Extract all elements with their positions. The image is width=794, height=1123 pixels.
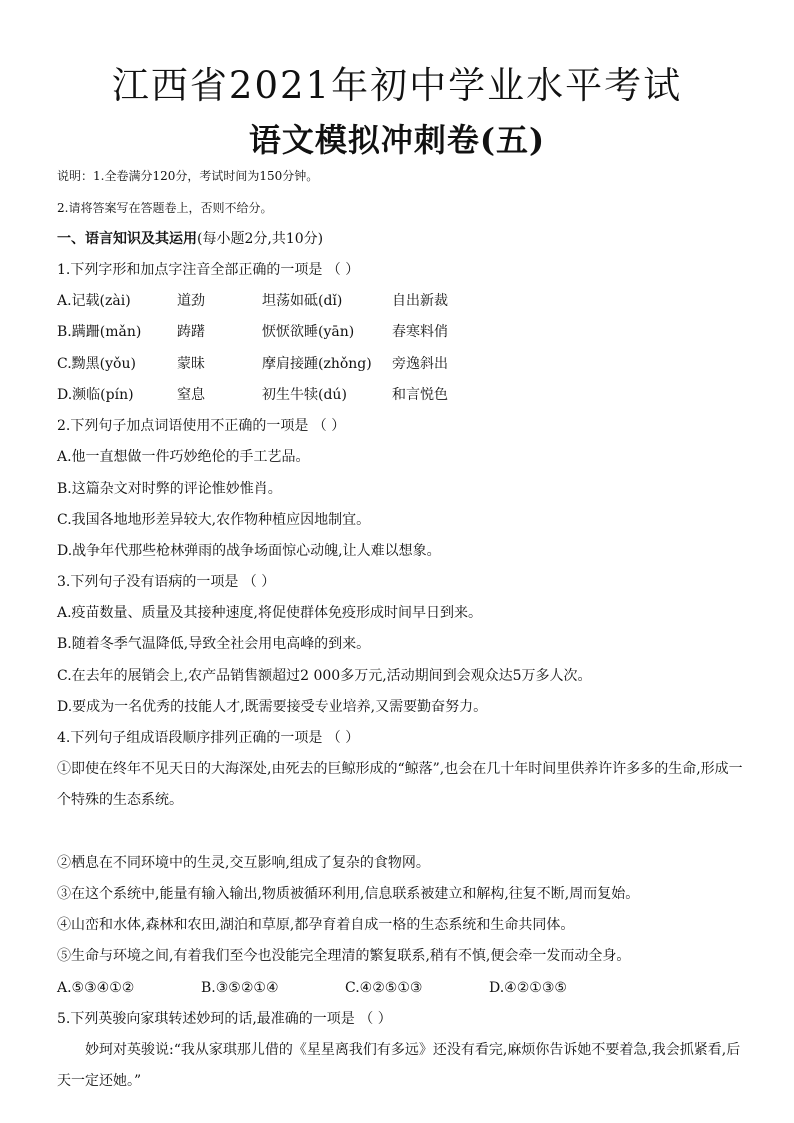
q1-option-a-word1: A.记载(zài): [57, 293, 131, 309]
q2-option-d: D.战争年代那些枪林弹雨的战争场面惊心动魄,让人难以想象。: [57, 543, 441, 559]
q4-choice-d: D.④②①③⑤: [489, 980, 567, 996]
q1-option-a-word2: 道劲: [177, 293, 205, 309]
q4-sentence-5: ⑤生命与环境之间,有着我们至今也没能完全理清的繁复联系,稍有不慎,便会牵一发而动全身。: [57, 948, 631, 964]
q1-stem: 1.下列字形和加点字注音全部正确的一项是 （ ）: [57, 262, 360, 278]
q4-choice-c: C.④②⑤①③: [345, 980, 423, 996]
q3-option-b: B.随着冬季气温降低,导致全社会用电高峰的到来。: [57, 636, 371, 652]
q2-option-a: A.他一直想做一件巧妙绝伦的手工艺品。: [57, 449, 310, 465]
q1-option-c-word1: C.黝黑(yǒu): [57, 356, 136, 372]
exam-subtitle: 语文模拟冲刺卷(五): [248, 121, 546, 159]
q4-stem: 4.下列句子组成语段顺序排列正确的一项是 （ ）: [57, 730, 360, 746]
q1-option-a-word4: 自出新裁: [392, 293, 448, 309]
q4-sentence-3: ③在这个系统中,能量有输入输出,物质被循环利用,信息联系被建立和解构,往复不断,周而复始。: [57, 886, 640, 902]
q5-quote: 妙珂对英骏说:“我从家琪那儿借的《星星离我们有多远》还没有看完,麻烦你告诉她不要着急,我会抓紧看,后天一定还她。”: [57, 1042, 741, 1089]
section-scoring: (每小题2分,共10分): [197, 231, 324, 247]
q3-option-a: A.疫苗数量、质量及其接种速度,将促使群体免疫形成时间早日到来。: [57, 605, 483, 621]
q4-choice-a: A.⑤③④①②: [57, 980, 135, 996]
q1-option-d-word3: 初生牛犊(dú): [262, 387, 347, 403]
section-title: 一、语言知识及其运用: [57, 231, 197, 247]
q3-stem: 3.下列句子没有语病的一项是 （ ）: [57, 574, 276, 590]
q1-option-d-word1: D.濒临(pín): [57, 387, 134, 403]
q1-option-d-word4: 和言悦色: [392, 387, 448, 403]
exam-title: 江西省2021年初中学业水平考试: [111, 64, 683, 107]
q1-option-a: [57, 291, 448, 311]
q1-option-b: [57, 322, 448, 342]
q1-option-b-word2: 踌躇: [177, 324, 205, 340]
q2-stem: 2.下列句子加点词语使用不正确的一项是 （ ）: [57, 418, 346, 434]
q4-sentence-1: ①即使在终年不见天日的大海深处,由死去的巨鲸形成的“鲸落”,也会在几十年时间里供养许许多多的生命,形成一个特殊的生态系统。: [57, 761, 743, 808]
q2-option-b: B.这篇杂文对时弊的评论惟妙惟肖。: [57, 481, 282, 497]
q1-option-a-word3: 坦荡如砥(dǐ): [262, 293, 343, 309]
q3-option-c: C.在去年的展销会上,农产品销售额超过2 000多万元,活动期间到会观众达5万多人次。: [57, 668, 592, 684]
q2-option-c: C.我国各地地形差异较大,农作物种植应因地制宜。: [57, 512, 371, 528]
q1-option-c: [57, 354, 448, 374]
q4-choices: [57, 978, 633, 998]
q4-sentence-2: ②栖息在不同环境中的生灵,交互影响,组成了复杂的食物网。: [57, 855, 430, 871]
section-heading: [57, 229, 323, 249]
instructions-line-2: 2.请将答案写在答题卷上，否则不给分。: [57, 201, 273, 215]
instructions-line-1: 说明：1.全卷满分120分，考试时间为150分钟。: [57, 169, 319, 183]
q1-option-d-word2: 窒息: [177, 387, 205, 403]
q4-choice-b: B.③⑤②①④: [201, 980, 279, 996]
q1-option-d: [57, 385, 448, 405]
q4-sentence-4: ④山峦和水体,森林和农田,湖泊和草原,都孕育着自成一格的生态系统和生命共同体。: [57, 917, 575, 933]
q1-option-c-word4: 旁逸斜出: [392, 356, 448, 372]
q3-option-d: D.要成为一名优秀的技能人才,既需要接受专业培养,又需要勤奋努力。: [57, 699, 488, 715]
q1-option-c-word2: 蒙昧: [177, 356, 205, 372]
q1-option-c-word3: 摩肩接踵(zhǒng): [262, 356, 372, 372]
q1-option-b-word1: B.蹒跚(mǎn): [57, 324, 142, 340]
q5-stem: 5.下列英骏向家琪转述妙珂的话,最准确的一项是 （ ）: [57, 1011, 392, 1027]
q1-option-b-word4: 春寒料俏: [392, 324, 448, 340]
q1-option-b-word3: 恹恹欲睡(yān): [262, 324, 355, 340]
